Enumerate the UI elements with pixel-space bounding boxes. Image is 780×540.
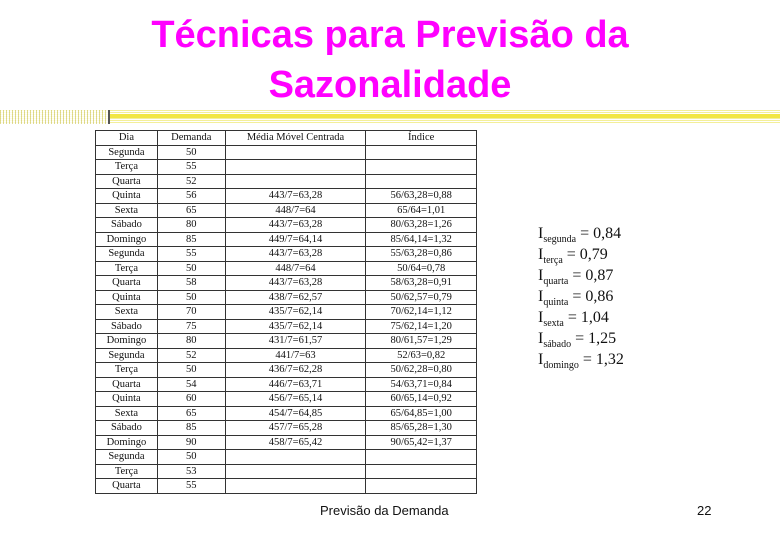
cell-demanda: 55 — [157, 160, 225, 175]
cell-demanda: 52 — [157, 174, 225, 189]
cell-media-movel: 435/7=62,14 — [225, 305, 366, 320]
cell-media-movel: 438/7=62,57 — [225, 290, 366, 305]
table-row — [96, 160, 477, 175]
cell-demanda: 50 — [157, 290, 225, 305]
index-symbol: I — [538, 267, 544, 284]
table-row — [96, 174, 477, 189]
cell-indice: 85/64,14=1,32 — [366, 232, 477, 247]
cell-indice: 80/63,28=1,26 — [366, 218, 477, 233]
divider-tick — [108, 110, 110, 124]
cell-media-movel — [225, 464, 366, 479]
table-row — [96, 334, 477, 349]
index-symbol: I — [538, 288, 544, 305]
index-symbol: I — [538, 225, 544, 242]
footer-text: Previsão da Demanda — [320, 503, 449, 518]
table-row — [96, 276, 477, 291]
divider-bar — [110, 114, 780, 118]
cell-dia: Sexta — [96, 203, 158, 218]
demand-table — [95, 130, 477, 494]
cell-dia: Quarta — [96, 174, 158, 189]
cell-dia: Domingo — [96, 232, 158, 247]
cell-dia: Quinta — [96, 189, 158, 204]
cell-media-movel: 448/7=64 — [225, 203, 366, 218]
cell-demanda: 85 — [157, 232, 225, 247]
cell-dia: Quinta — [96, 392, 158, 407]
cell-indice — [366, 464, 477, 479]
table-row — [96, 421, 477, 436]
cell-media-movel: 449/7=64,14 — [225, 232, 366, 247]
table-row — [96, 305, 477, 320]
cell-indice: 56/63,28=0,88 — [366, 189, 477, 204]
cell-media-movel: 443/7=63,28 — [225, 276, 366, 291]
table-row — [96, 290, 477, 305]
cell-dia: Segunda — [96, 145, 158, 160]
cell-media-movel: 435/7=62,14 — [225, 319, 366, 334]
index-day: domingo — [543, 360, 579, 372]
cell-demanda: 56 — [157, 189, 225, 204]
cell-media-movel — [225, 479, 366, 494]
index-value: = 1,04 — [567, 309, 609, 326]
index-symbol: I — [538, 351, 544, 368]
cell-dia: Sábado — [96, 218, 158, 233]
table-row — [96, 247, 477, 262]
cell-media-movel: 458/7=65,42 — [225, 435, 366, 450]
cell-media-movel: 456/7=65,14 — [225, 392, 366, 407]
cell-indice: 52/63=0,82 — [366, 348, 477, 363]
table-row — [96, 377, 477, 392]
cell-media-movel: 443/7=63,28 — [225, 218, 366, 233]
cell-demanda: 50 — [157, 450, 225, 465]
index-day: sábado — [543, 339, 572, 351]
cell-demanda: 52 — [157, 348, 225, 363]
table-row — [96, 435, 477, 450]
cell-indice: 70/62,14=1,12 — [366, 305, 477, 320]
index-symbol: I — [538, 330, 544, 347]
index-day: terça — [543, 255, 563, 267]
cell-dia: Quarta — [96, 479, 158, 494]
cell-demanda: 80 — [157, 334, 225, 349]
index-symbol: I — [538, 309, 544, 326]
index-day: sexta — [543, 318, 564, 330]
cell-demanda: 55 — [157, 247, 225, 262]
table-row — [96, 348, 477, 363]
index-line — [538, 328, 678, 349]
cell-demanda: 70 — [157, 305, 225, 320]
cell-indice: 65/64=1,01 — [366, 203, 477, 218]
cell-media-movel: 446/7=63,71 — [225, 377, 366, 392]
index-day: quinta — [543, 297, 569, 309]
table-row — [96, 218, 477, 233]
cell-indice: 60/65,14=0,92 — [366, 392, 477, 407]
cell-dia: Quarta — [96, 276, 158, 291]
divider-hatch — [0, 110, 110, 124]
cell-media-movel: 448/7=64 — [225, 261, 366, 276]
cell-media-movel — [225, 174, 366, 189]
header-media-movel: Média Móvel Centrada — [225, 131, 366, 146]
cell-media-movel: 443/7=63,28 — [225, 247, 366, 262]
cell-media-movel: 457/7=65,28 — [225, 421, 366, 436]
cell-media-movel — [225, 160, 366, 175]
table-row — [96, 203, 477, 218]
header-indice: Índice — [366, 131, 477, 146]
index-line — [538, 223, 678, 244]
cell-indice — [366, 479, 477, 494]
cell-demanda: 75 — [157, 319, 225, 334]
cell-indice — [366, 450, 477, 465]
cell-dia: Sábado — [96, 421, 158, 436]
cell-demanda: 55 — [157, 479, 225, 494]
demand-table-container — [95, 130, 477, 494]
table-row — [96, 406, 477, 421]
cell-indice: 54/63,71=0,84 — [366, 377, 477, 392]
index-day: segunda — [543, 234, 577, 246]
cell-dia: Domingo — [96, 334, 158, 349]
cell-dia: Sábado — [96, 319, 158, 334]
index-day: quarta — [543, 276, 569, 288]
title-line-1: Técnicas para Previsão da — [151, 14, 629, 56]
cell-media-movel — [225, 145, 366, 160]
table-body — [96, 145, 477, 493]
cell-media-movel: 454/7=64,85 — [225, 406, 366, 421]
cell-indice — [366, 160, 477, 175]
cell-indice: 65/64,85=1,00 — [366, 406, 477, 421]
cell-media-movel — [225, 450, 366, 465]
cell-demanda: 58 — [157, 276, 225, 291]
cell-dia: Quarta — [96, 377, 158, 392]
cell-indice: 90/65,42=1,37 — [366, 435, 477, 450]
cell-dia: Domingo — [96, 435, 158, 450]
cell-media-movel: 436/7=62,28 — [225, 363, 366, 378]
table-row — [96, 232, 477, 247]
page-number: 22 — [697, 503, 712, 518]
table-row — [96, 189, 477, 204]
index-line — [538, 265, 678, 286]
table-row — [96, 464, 477, 479]
cell-demanda: 50 — [157, 363, 225, 378]
cell-dia: Terça — [96, 261, 158, 276]
title-line-2: Sazonalidade — [268, 64, 512, 106]
index-value: = 0,79 — [566, 246, 608, 263]
cell-dia: Sexta — [96, 406, 158, 421]
index-symbol: I — [538, 246, 544, 263]
header-dia: Dia — [96, 131, 158, 146]
cell-dia: Segunda — [96, 450, 158, 465]
index-value: = 1,32 — [582, 351, 624, 368]
seasonal-indices-list — [538, 223, 678, 370]
cell-indice: 85/65,28=1,30 — [366, 421, 477, 436]
table-row — [96, 319, 477, 334]
cell-demanda: 90 — [157, 435, 225, 450]
table-row — [96, 392, 477, 407]
cell-dia: Sexta — [96, 305, 158, 320]
cell-demanda: 54 — [157, 377, 225, 392]
cell-indice — [366, 145, 477, 160]
header-demanda: Demanda — [157, 131, 225, 146]
index-value: = 1,25 — [575, 330, 617, 347]
cell-demanda: 60 — [157, 392, 225, 407]
decorative-divider — [0, 110, 780, 124]
cell-dia: Segunda — [96, 247, 158, 262]
table-header-row — [96, 131, 477, 146]
cell-media-movel: 443/7=63,28 — [225, 189, 366, 204]
cell-demanda: 50 — [157, 145, 225, 160]
index-value: = 0,87 — [572, 267, 614, 284]
cell-dia: Terça — [96, 464, 158, 479]
cell-indice — [366, 174, 477, 189]
cell-dia: Terça — [96, 160, 158, 175]
cell-indice: 80/61,57=1,29 — [366, 334, 477, 349]
index-line — [538, 349, 678, 370]
index-value: = 0,84 — [580, 225, 622, 242]
cell-indice: 50/64=0,78 — [366, 261, 477, 276]
cell-dia: Quinta — [96, 290, 158, 305]
index-line — [538, 244, 678, 265]
cell-demanda: 65 — [157, 203, 225, 218]
cell-demanda: 85 — [157, 421, 225, 436]
table-row — [96, 261, 477, 276]
cell-demanda: 50 — [157, 261, 225, 276]
slide-title — [40, 10, 740, 110]
index-value: = 0,86 — [572, 288, 614, 305]
cell-dia: Terça — [96, 363, 158, 378]
cell-indice: 55/63,28=0,86 — [366, 247, 477, 262]
cell-indice: 50/62,28=0,80 — [366, 363, 477, 378]
index-line — [538, 286, 678, 307]
table-row — [96, 450, 477, 465]
table-row — [96, 479, 477, 494]
cell-indice: 58/63,28=0,91 — [366, 276, 477, 291]
table-row — [96, 145, 477, 160]
cell-dia: Segunda — [96, 348, 158, 363]
cell-demanda: 80 — [157, 218, 225, 233]
index-line — [538, 307, 678, 328]
cell-media-movel: 431/7=61,57 — [225, 334, 366, 349]
cell-demanda: 65 — [157, 406, 225, 421]
cell-indice: 50/62,57=0,79 — [366, 290, 477, 305]
cell-media-movel: 441/7=63 — [225, 348, 366, 363]
cell-indice: 75/62,14=1,20 — [366, 319, 477, 334]
cell-demanda: 53 — [157, 464, 225, 479]
table-row — [96, 363, 477, 378]
